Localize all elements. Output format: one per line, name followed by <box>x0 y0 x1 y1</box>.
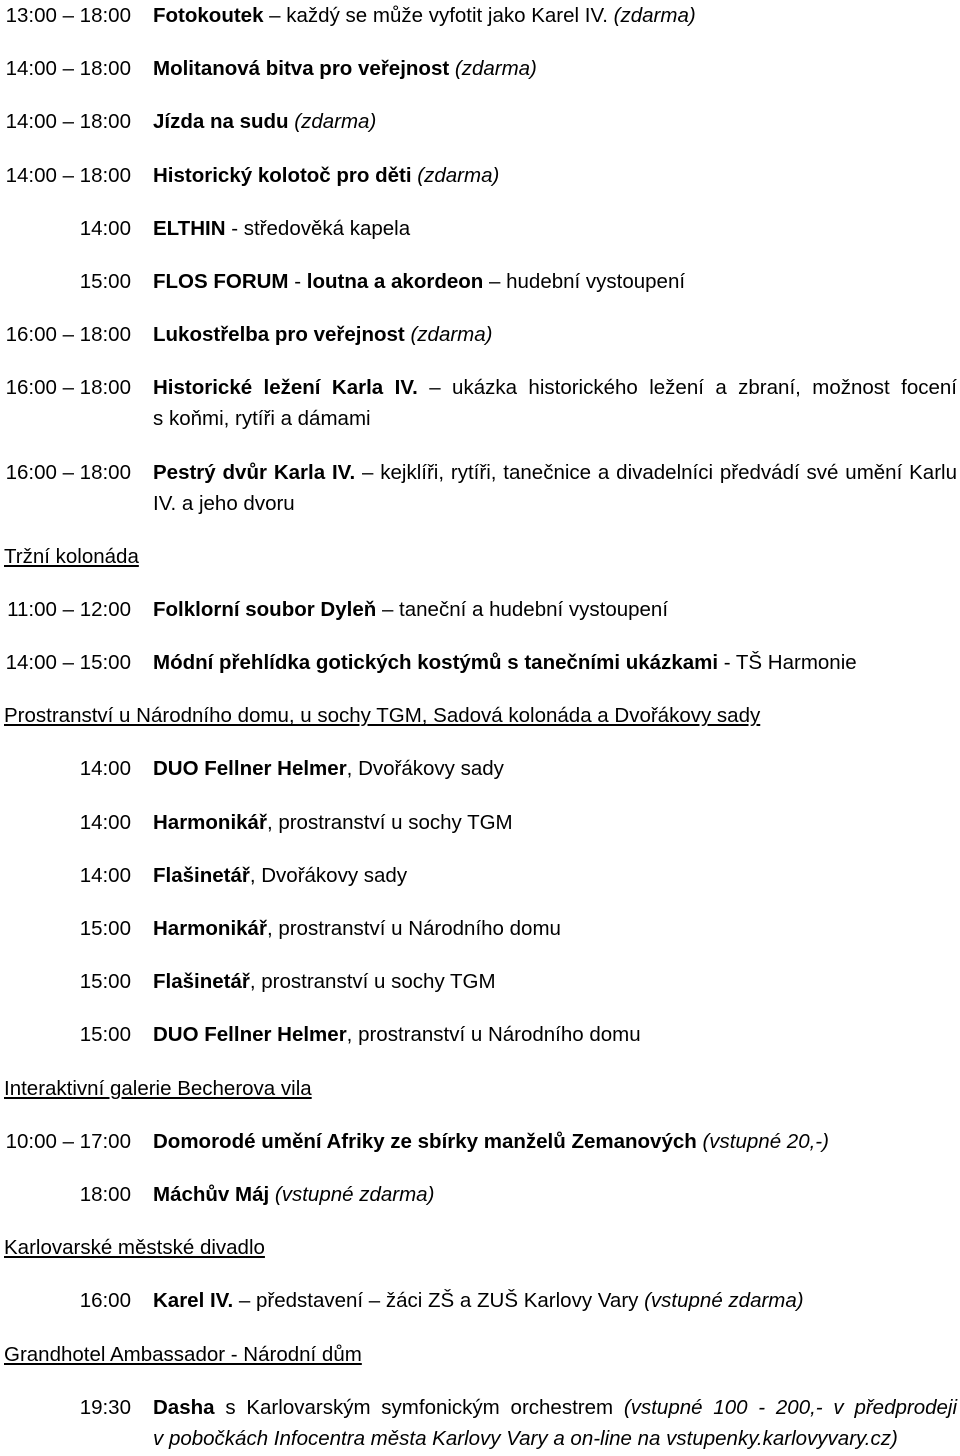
schedule-row <box>0 966 957 997</box>
venue-section <box>0 541 960 678</box>
event-time: 14:00 <box>79 757 131 781</box>
event-title: Dasha <box>153 1395 215 1419</box>
event-title: ELTHIN <box>153 216 226 240</box>
event-location: , prostranství u Národního domu <box>266 917 561 940</box>
venue-heading-text: Grandhotel Ambassador - Národní dům <box>4 1342 362 1366</box>
venue-heading <box>4 541 960 572</box>
event-title: Domorodé umění Afriky ze sbírky manželů Zemanových <box>153 1129 697 1153</box>
event-time: 16:00 – 18:00 <box>5 376 131 400</box>
event-time: 18:00 <box>79 1182 131 1206</box>
venue-section <box>0 1339 960 1454</box>
event-note: (vstupné zdarma) <box>274 1182 435 1206</box>
event-note: (vstupné 100 - 200,- v předprodeji v pobočkách Infocentra města Karlovy Vary a on-line na vstupenky.karlovyvary.cz) <box>153 1395 958 1450</box>
program-block <box>0 0 960 519</box>
event-time: 15:00 <box>79 1023 131 1047</box>
venue-section <box>0 700 960 1050</box>
schedule-row <box>0 807 957 838</box>
event-description <box>153 807 957 838</box>
event-time: 13:00 – 18:00 <box>5 4 131 27</box>
event-time: 14:00 – 15:00 <box>5 651 131 675</box>
event-title: Historické ležení Karla IV. <box>153 376 418 400</box>
schedule-row <box>0 753 957 784</box>
event-description <box>153 213 957 244</box>
event-title: Máchův Máj <box>153 1182 270 1206</box>
event-title: Harmonikář <box>153 810 267 834</box>
event-note: (vstupné 20,-) <box>702 1129 829 1153</box>
venue-heading <box>4 700 960 731</box>
event-description <box>153 860 957 891</box>
event-description <box>153 0 957 31</box>
schedule-row <box>0 913 957 944</box>
event-title: FLOS FORUM <box>153 269 289 293</box>
venue-heading <box>4 1232 960 1263</box>
event-title: Folklorní soubor Dyleň <box>153 597 377 621</box>
event-details: s Karlovarským symfonickým orchestrem <box>225 1395 614 1419</box>
event-title: Jízda na sudu <box>153 110 289 134</box>
event-title: Molitanová bitva pro veřejnost <box>153 57 450 81</box>
event-details: – hudební vystoupení <box>489 269 686 293</box>
event-time: 16:00 – 18:00 <box>5 323 131 347</box>
venue-heading-text: Prostranství u Národního domu, u sochy TGM, Sadová kolonáda a Dvořákovy sady <box>4 704 761 728</box>
event-title: Pestrý dvůr Karla IV. <box>153 460 356 484</box>
schedule-row <box>0 860 957 891</box>
event-note: (zdarma) <box>454 57 537 81</box>
event-time: 15:00 <box>79 269 131 293</box>
venue-heading-text: Tržní kolonáda <box>4 544 139 568</box>
schedule-row <box>0 106 957 137</box>
event-time: 15:00 <box>79 970 131 994</box>
event-details: – představení – žáci ZŠ a ZUŠ Karlovy Vary <box>238 1289 639 1313</box>
schedule-row <box>0 319 957 350</box>
schedule-row <box>0 1019 957 1050</box>
event-time: 11:00 – 12:00 <box>7 597 131 621</box>
event-title: Fotokoutek <box>153 4 264 27</box>
event-location: , Dvořákovy sady <box>346 757 504 781</box>
event-subtitle: loutna a akordeon <box>306 269 484 293</box>
event-time: 14:00 – 18:00 <box>5 57 131 81</box>
event-time: 15:00 <box>79 917 131 940</box>
venue-heading-text: Karlovarské městské divadlo <box>4 1236 265 1260</box>
event-description <box>153 319 957 350</box>
event-description <box>153 266 957 297</box>
event-location: , prostranství u Národního domu <box>346 1023 641 1047</box>
event-note: (zdarma) <box>294 110 377 134</box>
event-time: 14:00 <box>79 216 131 240</box>
event-description <box>153 966 957 997</box>
schedule-row <box>0 266 957 297</box>
event-description <box>153 913 957 944</box>
event-details: - středověká kapela <box>231 216 411 240</box>
event-title: Karel IV. <box>153 1289 234 1313</box>
schedule-row <box>0 457 957 519</box>
event-location: , prostranství u sochy TGM <box>249 970 496 994</box>
event-description <box>153 53 957 84</box>
event-title: Flašinetář <box>153 970 250 994</box>
event-description <box>153 1019 957 1050</box>
event-description <box>153 1179 957 1210</box>
event-details: - TŠ Harmonie <box>723 651 857 675</box>
event-time: 16:00 – 18:00 <box>5 460 131 484</box>
event-location: , Dvořákovy sady <box>249 863 408 887</box>
event-description <box>153 1126 957 1157</box>
event-note: (vstupné zdarma) <box>644 1289 804 1313</box>
schedule-row <box>0 53 957 84</box>
venue-heading-text: Interaktivní galerie Becherova vila <box>4 1076 312 1100</box>
event-time: 14:00 <box>79 863 131 887</box>
event-time: 14:00 – 18:00 <box>5 163 131 187</box>
event-details: – kejklíři, rytíři, tanečnice a divadelníci předvádí své umění Karlu IV. a jeho dvoru <box>153 460 957 515</box>
venue-section <box>0 1232 960 1316</box>
event-description <box>153 457 957 519</box>
event-description <box>153 753 957 784</box>
schedule-row <box>0 647 957 678</box>
venue-heading <box>4 1073 960 1104</box>
event-description <box>153 647 957 678</box>
event-location: , prostranství u sochy TGM <box>266 810 513 834</box>
venue-heading <box>4 1339 960 1370</box>
event-note: (zdarma) <box>613 4 696 27</box>
event-note: (zdarma) <box>410 323 493 347</box>
event-time: 14:00 <box>79 810 131 834</box>
event-details: – každý se může vyfotit jako Karel IV. <box>269 4 608 27</box>
event-separator: - <box>294 269 302 293</box>
schedule-row <box>0 1179 957 1210</box>
event-time: 10:00 – 17:00 <box>5 1129 131 1153</box>
event-note: (zdarma) <box>417 163 500 187</box>
event-description <box>153 160 957 191</box>
event-title: DUO Fellner Helmer <box>153 757 347 781</box>
schedule-row <box>0 1285 957 1316</box>
schedule-row <box>0 1392 957 1454</box>
schedule-row <box>0 594 957 625</box>
event-title: Historický kolotoč pro děti <box>153 163 412 187</box>
event-title: Harmonikář <box>153 917 267 940</box>
event-time: 14:00 – 18:00 <box>5 110 131 134</box>
schedule-row <box>0 213 957 244</box>
event-description <box>153 1285 957 1316</box>
event-time: 19:30 <box>79 1395 131 1419</box>
schedule-row <box>0 0 957 31</box>
schedule-row <box>0 372 957 434</box>
event-title: Módní přehlídka gotických kostýmů s tanečními ukázkami <box>153 651 719 675</box>
schedule-row <box>0 1126 957 1157</box>
event-description <box>153 106 957 137</box>
venue-section <box>0 1073 960 1210</box>
event-description <box>153 372 957 434</box>
event-title: DUO Fellner Helmer <box>153 1023 347 1047</box>
event-time: 16:00 <box>79 1289 131 1313</box>
event-details: – taneční a hudební vystoupení <box>381 597 669 621</box>
event-details: – ukázka historického ležení a zbraní, možnost focení s koňmi, rytíři a dámami <box>153 376 957 431</box>
event-description <box>153 594 957 625</box>
schedule-row <box>0 160 957 191</box>
event-title: Lukostřelba pro veřejnost <box>153 323 405 347</box>
event-description <box>153 1392 957 1454</box>
event-title: Flašinetář <box>153 863 250 887</box>
